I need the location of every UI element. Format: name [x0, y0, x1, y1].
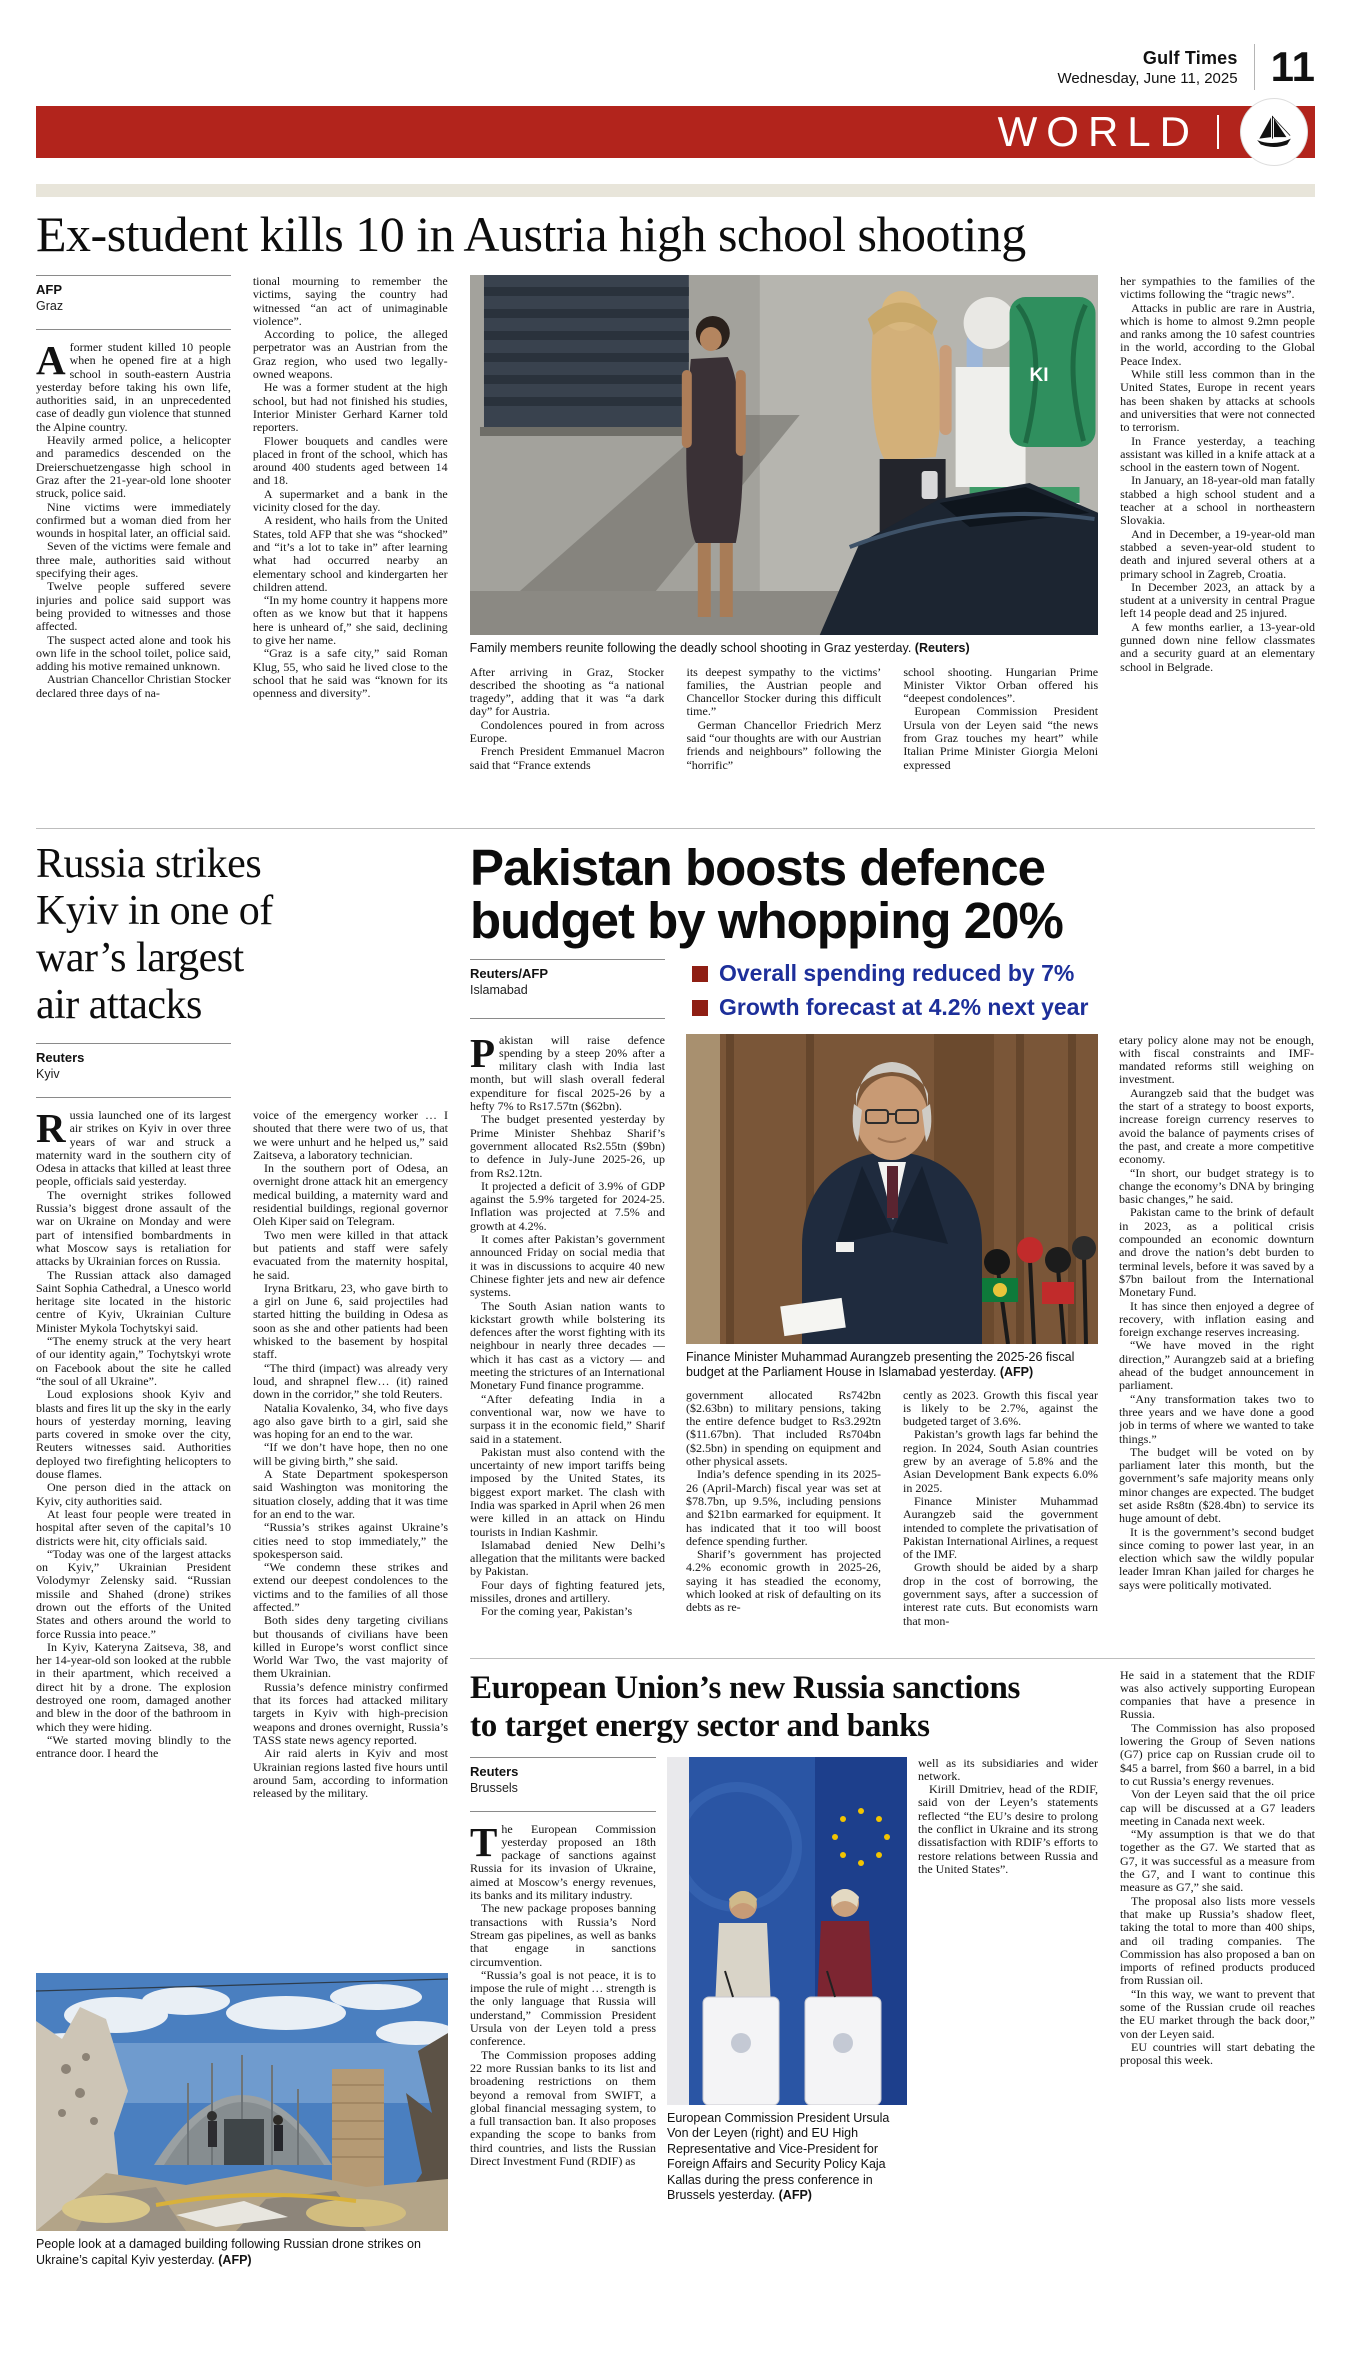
- masthead-text: [1057, 48, 1237, 87]
- paragraph: Von der Leyen said that the oil price cap will be discussed at a G7 leaders meeting in Canada next week.: [1120, 1787, 1315, 1828]
- paragraph: “If we don’t have hope, then no one will be giving birth,” she said.: [253, 1440, 448, 1468]
- paragraph: Pakistan came to the brink of default in 2023, as a political crisis compounded an economic downturn and drove the nation’s debt burden to terminal levels, before it was saved by a $7bn bailout from the International Monetary Fund.: [1119, 1205, 1314, 1300]
- paragraph: Aurangzeb said that the budget was the start of a strategy to boost exports, increase foreign currency reserves to avoid the balance of payments crises of the past, and create a more competitive economy.: [1119, 1085, 1314, 1167]
- lower-band: [36, 841, 1315, 2317]
- pakistan-col5-text: [903, 1389, 1098, 1641]
- paragraph: A resident, who hails from the United States, told AFP that she was “shocked” and “it’s a lot to take in” after learning what had occurred nearby an elementary school and kindergarten her children attend.: [252, 513, 448, 594]
- paragraph: “Russia’s strikes against Ukraine’s cities need to stop immediately,” the spokesperson said.: [253, 1520, 448, 1561]
- paragraph: The South Asian nation wants to kickstart growth while bolstering its defences after the worst fighting with its neighbour in nearly three decades — which it has cast as a victory — and meeting the strictures of an International Monetary Fund finance programme.: [470, 1298, 665, 1393]
- paragraph: “After defeating India in a conventional war, now we have to surpass it in the economic field,” Sharif said in a statement.: [470, 1391, 665, 1446]
- pakistan-article-body: [470, 1034, 1315, 1646]
- paragraph: “The enemy struck at the very heart of our identity again,” Tochytskyi wrote on Facebook about the site he called “the soul of all Ukraine”.: [36, 1334, 231, 1388]
- byline-location: Kyiv: [36, 1067, 60, 1081]
- paragraph: The Commission proposes adding 22 more Russian banks to its list and broadening restrictions on them beyond a removal from SWIFT, a global financial messaging system, to a full transaction ban. It also proposes expanding the scope to banks from third countries, and lists the Russian Direct Investment Fund (RDIF) as: [470, 2047, 656, 2169]
- paragraph: Attacks in public are rare in Austria, which is home to almost 9.2mn people and ranks among the 10 safest countries in the world, according to the Global Peace Index.: [1120, 300, 1315, 368]
- drop-cap: R: [36, 1109, 66, 1151]
- russia-headline: Russia strikes Kyiv in one of war’s largest air attacks: [36, 841, 273, 1028]
- article-russia-kyiv: [36, 841, 448, 2317]
- russia-col2-text: [253, 1109, 448, 1957]
- paragraph: Two men were killed in that attack but patients and staff were safely evacuated from the maternity hospital, he said.: [253, 1227, 448, 1282]
- eu-photo-caption: European Commission President Ursula Von der Leyen (right) and EU High Representative and Vice-President for Foreign Affairs and Security Policy Kaja Kallas during the press conference in Brussels yesterday. (AFP): [667, 2110, 890, 2203]
- paragraph: Natalia Kovalenko, 34, who five days ago also gave birth to a girl, said she was hoping for an end to the war.: [253, 1400, 448, 1442]
- russia-columns: [36, 1109, 448, 1957]
- paragraph: The budget presented yesterday by Prime Minister Shehbaz Sharif’s government allocated Rs2.55tn ($9bn) to defence in July-June 2025-26, up from Rs2.12tn.: [470, 1112, 665, 1180]
- paragraph: A former student killed 10 people when he opened fire at a high school in south-eastern Austria yesterday before taking his own life, authorities said, in an unprecedented case of deadly gun violence that stunned the Alpine country.: [36, 341, 231, 434]
- square-bullet-icon: [692, 1000, 708, 1016]
- paragraph: Air raid alerts in Kyiv and most Ukrainian regions lasted five hours until around 5am, according to information released by the military.: [253, 1746, 448, 1801]
- russia-col1-text: [36, 1109, 231, 1957]
- paragraph: In the southern port of Odesa, an overnight drone attack hit an emergency medical building, a maternity ward and residential buildings, regional governor Oleh Kiper said on Telegram.: [253, 1161, 448, 1229]
- paragraph: school shooting. Hungarian Prime Minister Viktor Orban offered his “deepest condolences”.: [903, 665, 1099, 706]
- paragraph: “Graz is a safe city,” said Roman Klug, 55, who said he lived close to the school that he said was “known for its openness and diversity”.: [252, 646, 448, 701]
- graz-shooting-photo: [470, 275, 1099, 635]
- paragraph: etary policy alone may not be enough, with fiscal constraints and IMF-mandated reforms still weighing on investment.: [1119, 1033, 1314, 1087]
- eu-byline: [470, 1757, 656, 1812]
- paragraph: After arriving in Graz, Stocker described the shooting as “a national tragedy”, adding that it was “a dark day” for Austria.: [469, 665, 665, 719]
- eu-photo-block: [667, 1757, 907, 2265]
- paragraph: A supermarket and a bank in the vicinity closed for the day.: [252, 486, 448, 515]
- article-eu-sanctions: [470, 1658, 1315, 2317]
- pakistan-photo-block: [686, 1034, 1098, 1646]
- pakistan-toprow: [470, 959, 1315, 1030]
- kyiv-rubble-photo: [36, 1973, 448, 2231]
- paragraph: “We condemn these strikes and extend our deepest condolences to the victims and to the families of all those affected.”: [253, 1560, 448, 1614]
- paragraph: Heavily armed police, a helicopter and paramedics descended on the Dreierschuetzengasse high school in Graz after the 21-year-old lone shooter struck, police said.: [36, 433, 231, 501]
- paragraph: The proposal also lists more vessels that make up Russia’s shadow fleet, taking the total to more than 400 ships, and oil trading companies. The Commission has also proposed a ban on imports of refined products produced from Russian oil.: [1120, 1893, 1315, 1988]
- photo-credit: (Reuters): [914, 641, 970, 655]
- paragraph: “We have moved in the right direction,” Aurangzeb said at a briefing ahead of the budget announcement in parliament.: [1119, 1338, 1314, 1393]
- byline-source: Reuters/AFP: [470, 966, 549, 981]
- paragraph: Iryna Britkaru, 23, who gave birth to a girl on June 6, said projectiles had started hitting the building in Odesa as soon as she and other patients had been whisked to the basement by hospital staff.: [253, 1280, 448, 1362]
- paragraph: At least four people were treated in hospital after seven of the capital’s 10 districts were hit, city officials said.: [36, 1506, 231, 1548]
- paragraph: Twelve people suffered severe injuries and police said support was being provided to witnesses and those affected.: [36, 579, 231, 634]
- paragraph: tional mourning to remember the victims, saying the country had witnessed “an act of unimaginable violence”.: [252, 275, 448, 328]
- paragraph: “Today was one of the largest attacks on Kyiv,” Ukrainian President Volodymyr Zelensky said. “Russian missile and Shahed (drone) strikes drown out the efforts of the United States and others around the world to force Russia into peace.”: [36, 1546, 231, 1641]
- brand-name: Gulf Times: [1142, 47, 1238, 68]
- paragraph: Russia launched one of its largest air strikes on Kyiv in over three years of war and struck a maternity ward in the southern city of Odesa in attacks that killed at least three people, officials said yesterday.: [36, 1109, 231, 1189]
- eu-col2-text: [918, 1757, 1098, 2265]
- section-title: WORLD: [997, 108, 1199, 155]
- square-bullet-icon: [692, 966, 708, 982]
- paragraph: The suspect acted alone and took his own life in the school toilet, police said, adding his motive remained unknown.: [36, 632, 231, 674]
- eu-col3-text: [1120, 1669, 1315, 2317]
- paragraph: In January, an 18-year-old man fatally stabbed a high school student and a teacher at a school in northeastern Slovakia.: [1120, 473, 1315, 528]
- paragraph: And in December, a 19-year-old man stabbed a seven-year-old student to death and injured several others at a primary school in Zagreb, Croatia.: [1120, 526, 1315, 581]
- paragraph: It comes after Pakistan’s government announced Friday on social media that it was in discussions to acquire 40 new Chinese fighter jets and new air defence systems.: [470, 1232, 665, 1300]
- paragraph: Nine victims were immediately confirmed but a woman died from her wounds in hospital later, an official said.: [36, 499, 231, 541]
- pakistan-headline: Pakistan boosts defence budget by whopping 20%: [470, 839, 1063, 949]
- paragraph: According to police, the alleged perpetrator was an Austrian from the Graz region, who used two legally-owned weapons.: [252, 327, 448, 382]
- eu-press-conference-photo: [667, 1757, 907, 2105]
- pakistan-subcolumns: [686, 1389, 1098, 1641]
- paragraph: well as its subsidiaries and wider network.: [918, 1756, 1098, 1783]
- paragraph: voice of the emergency worker … I shouted that there were two of us, that we were unhurt and he helped us,” said Zaitseva, a laboratory technician.: [253, 1109, 448, 1162]
- austria-photo-block: [470, 275, 1099, 813]
- paragraph: The Russian attack also damaged Saint Sophia Cathedral, a Unesco world heritage site located in the historic centre of Kyiv, Ukrainian Culture Minister Mykola Tochytskyi said.: [36, 1267, 231, 1335]
- masthead-divider: [1254, 44, 1255, 90]
- paragraph: cently as 2023. Growth this fiscal year is likely to be 2.7%, against the budgeted target of 3.6%.: [903, 1388, 1098, 1429]
- paragraph: “In short, our budget strategy is to change the economy’s DNA by bringing basic changes,” he said.: [1119, 1165, 1314, 1207]
- paragraph: EU countries will start debating the proposal this week.: [1120, 2039, 1315, 2068]
- kyiv-photo-caption: People look at a damaged building following Russian drone strikes on Ukraine’s capital Kyiv yesterday. (AFP): [36, 2237, 421, 2267]
- drop-cap: P: [470, 1033, 496, 1076]
- paragraph: its deepest sympathy to the victims’ families, the Austrian people and Chancellor Stocker during this difficult time.”: [686, 665, 882, 719]
- austria-photo-caption: Family members reunite following the deadly school shooting in Graz yesterday. (Reuters): [469, 641, 970, 655]
- paragraph: “In my home country it happens more often as we know but that it happens here is unheard of,” she said, declining to give her name.: [252, 593, 448, 648]
- paragraph: In Kyiv, Kateryna Zaitseva, 38, and her 14-year-old son looked at the rubble in their apartment, which received a direct hit by a drone. The explosion destroyed one room, damaged another and blew in the door of the bathroom in which they were hiding.: [36, 1639, 231, 1734]
- austria-col1-text: [36, 341, 231, 781]
- page-number: 11: [1270, 43, 1315, 90]
- paragraph: Flower bouquets and candles were placed in front of the school, which has around 400 students aged between 14 and 18.: [252, 433, 448, 488]
- paragraph: Seven of the victims were female and three male, authorities said without specifying their ages.: [36, 539, 231, 581]
- photo-credit: (AFP): [999, 1365, 1034, 1380]
- eu-col1-text: [470, 1823, 656, 2265]
- paragraph: Loud explosions shook Kyiv and blasts and fires lit up the sky in the early hours of yesterday morning, leaving parts covered in smoke over the city, Reuters witnesses said. Authorities deployed two firefighting helicopters to douse flames.: [36, 1387, 231, 1482]
- pakistan-bullets: [692, 959, 1088, 1030]
- paragraph: While still less common than in the United States, Europe in recent years has been shaken by attacks at schools and universities that were not connected to terrorism.: [1120, 367, 1315, 435]
- pakistan-col1-text: [470, 1034, 665, 1646]
- svg-text:KI: KI: [1029, 364, 1049, 387]
- byline-source: Reuters: [36, 1050, 85, 1065]
- eu-column-1: [470, 1757, 656, 2265]
- drop-cap: T: [470, 1822, 498, 1865]
- paragraph: The overnight strikes followed Russia’s biggest drone assault of the war on Ukraine on Monday and were part of intensified bombardments in what Moscow says is retaliation for attacks by Ukrainian forces on Russia.: [36, 1187, 231, 1269]
- paragraph: A few months earlier, a 13-year-old gunned down nine fellow classmates and a security guard at an elementary school in Belgrade.: [1120, 619, 1315, 674]
- paragraph: In December 2023, an attack by a student at a university in central Prague left 14 people dead and 25 injured.: [1120, 579, 1315, 621]
- paragraph: French President Emmanuel Macron said that “France extends: [469, 744, 665, 772]
- section-banner: [36, 106, 1315, 158]
- pakistan-col6-text: [1119, 1034, 1314, 1646]
- austria-column-1: [36, 275, 231, 813]
- paragraph: “Any transformation takes two to three years and we have done a good job in terms of where we wanted to take things.”: [1119, 1391, 1314, 1446]
- paragraph: German Chancellor Friedrich Merz said “our thoughts are with our Austrian friends and neighbours” following the “horrific”: [686, 717, 882, 772]
- austria-col4-text: [686, 666, 881, 814]
- eu-subcolumns: [470, 1757, 1098, 2265]
- horizontal-rule: [36, 828, 1315, 829]
- article-austria-shooting: [36, 207, 1315, 813]
- drop-cap: A: [36, 341, 66, 383]
- paragraph: “Russia’s goal is not peace, it is to impose the rule of might … strength is the only language that Russia will understand,” Commission President Ursula von der Leyen told a press conference.: [470, 1967, 656, 2049]
- paragraph: Austrian Chancellor Christian Stocker declared three days of na-: [36, 672, 231, 700]
- paragraph: government allocated Rs742bn ($2.63bn) to military pensions, taking the entire defence budget to Rs3.292tn ($11.67bn). That included Rs704bn ($2.5bn) in spending on equipment and other physical assets.: [686, 1388, 881, 1469]
- austria-col5-text: [903, 666, 1098, 814]
- paragraph: The European Commission yesterday proposed an 18th package of sanctions against Russia for its invasion of Ukraine, aimed at Moscow’s energy revenues, its banks and its military industry.: [470, 1822, 656, 1903]
- paragraph: Islamabad denied New Delhi’s allegation that the militants were backed by Pakistan.: [470, 1537, 665, 1579]
- russia-byline: [36, 1043, 231, 1098]
- paragraph: Russia’s defence ministry confirmed that its forces had attacked military targets in Kyiv with high-precision weapons and drones overnight, Russia’s TASS state news agency reported.: [253, 1679, 448, 1747]
- paragraph: Four days of fighting featured jets, missiles, drones and artillery.: [470, 1577, 665, 1606]
- paragraph: Sharif’s government has projected 4.2% economic growth in 2025-26, saying it has steadied the economy, which looked at risk of defaulting on its debts as re-: [686, 1547, 881, 1615]
- paragraph: He said in a statement that the RDIF was also actively supporting European companies that have a presence in Russia.: [1120, 1668, 1315, 1722]
- paragraph: A State Department spokesperson said Washington was monitoring the situation closely, adding that it was time for an end to the war.: [253, 1467, 448, 1521]
- bullet-item: Growth forecast at 4.2% next year: [692, 995, 1088, 1020]
- paragraph: The budget will be voted on by parliament later this month, but the government’s safe majority means only minor changes are expected. The budget set aside Rs8tn ($28.4bn) to service its huge amount of debt.: [1119, 1444, 1314, 1526]
- paragraph: The new package proposes banning transactions with Russia’s Nord Stream gas pipelines, as well as banks that engage in sanctions circumvention.: [470, 1901, 656, 1969]
- byline-location: Islamabad: [470, 983, 528, 997]
- paragraph: her sympathies to the families of the victims following the “tragic news”.: [1120, 275, 1315, 302]
- masthead: [36, 38, 1315, 96]
- eu-headline: European Union’s new Russia sanctions to target energy sector and banks: [470, 1669, 1021, 1744]
- eu-left: [470, 1669, 1098, 2317]
- right-articles: [470, 841, 1315, 2317]
- issue-date: Wednesday, June 11, 2025: [1057, 69, 1238, 87]
- paragraph: Condolences poured in from across Europe.: [469, 717, 665, 745]
- paragraph: European Commission President Ursula von der Leyen said “the news from Graz touches my heart” while Italian Prime Minister Giorgia Meloni expressed: [903, 704, 1099, 772]
- paragraph: It has since then enjoyed a degree of recovery, with inflation easing and foreign exchange reserves increasing.: [1119, 1298, 1314, 1340]
- bullet-item: Overall spending reduced by 7%: [692, 961, 1088, 986]
- austria-col6-text: [1120, 275, 1315, 813]
- austria-col2-text: [253, 275, 448, 813]
- paragraph: One person died in the attack on Kyiv, city authorities said.: [36, 1480, 231, 1508]
- byline-source: AFP: [36, 282, 62, 297]
- austria-headline: Ex-student kills 10 in Austria high school shooting: [36, 206, 1026, 262]
- paragraph: Finance Minister Muhammad Aurangzeb said the government intended to complete the privatisation of Pakistan International Airlines, a request of the IMF.: [903, 1493, 1098, 1562]
- paragraph: For the coming year, Pakistan’s: [481, 1604, 633, 1619]
- pakistan-photo-caption: Finance Minister Muhammad Aurangzeb presenting the 2025-26 fiscal budget at the Parliament House in Islamabad yesterday. (AFP): [686, 1349, 1075, 1380]
- dhow-logo-icon: [1241, 99, 1307, 165]
- paragraph: “In this way, we want to prevent that some of the Russian crude oil reaches the EU market through the back door,” von der Leyen said.: [1120, 1986, 1315, 2041]
- byline-location: Graz: [36, 299, 64, 313]
- paragraph: Pakistan’s growth lags far behind the region. In 2024, South Asian countries grew by an average of 5.8% and the Asian Development Bank expects 6.0% in 2025.: [903, 1427, 1098, 1495]
- section-divider-strip: [36, 184, 1315, 197]
- paragraph: It is the government’s second budget since coming to power last year, in an election which saw the wildly popular leader Imran Khan jailed for charges he says were politically motivated.: [1119, 1524, 1314, 1592]
- paragraph: Both sides deny targeting civilians but thousands of civilians have been killed in Europe’s worst conflict since World War Two, the vast majority of them Ukrainian.: [253, 1613, 448, 1681]
- paragraph: Growth should be aided by a sharp drop in the cost of borrowing, the government says, after a succession of interest rate cuts. But economists warn that mon-: [903, 1560, 1098, 1628]
- paragraph: The Commission has also proposed lowering the Group of Seven nations (G7) price cap on Russian crude oil to $45 a barrel, from $60 a barrel, in a bid to cut Russia’s energy revenues.: [1120, 1720, 1315, 1788]
- byline-source: Reuters: [470, 1763, 519, 1779]
- paragraph: “My assumption is that we do that together as the G7. We started that as G7, it was successful as a measure from the G7, and I want to continue this measure as G7,” she said.: [1120, 1827, 1315, 1895]
- paragraph: India’s defence spending in its 2025-26 (April-March) fiscal year was set at $78.7bn, up 9.5%, including pensions and $21bn earmarked for equipment. It has indicated that it too will boost defence spending further.: [686, 1467, 881, 1548]
- banner-divider: [1217, 115, 1219, 149]
- paragraph: Kirill Dmitriev, head of the RDIF, said von der Leyen’s statements reflected “the EU’s desire to prolong the conflict in Ukraine and its strong dissatisfaction with RDIF’s efforts to restore relations between Russia and the United States”.: [918, 1782, 1098, 1876]
- aurangzeb-photo: [686, 1034, 1098, 1344]
- paragraph: It projected a deficit of 3.9% of GDP against the 5.9% targeted for 2024-25. Inflation was projected at 7.5% and growth at 4.2%.: [470, 1178, 665, 1233]
- pakistan-byline: [470, 959, 665, 1019]
- pakistan-col4-text: [686, 1389, 881, 1641]
- photo-credit: (AFP): [778, 2188, 812, 2203]
- photo-credit: (AFP): [218, 2252, 252, 2267]
- austria-byline: [36, 275, 231, 330]
- paragraph: “We started moving blindly to the entrance door. I heard the: [36, 1732, 231, 1761]
- byline-location: Brussels: [470, 1780, 518, 1795]
- austria-article-body: [36, 275, 1315, 813]
- austria-subcolumns: [470, 666, 1099, 814]
- paragraph: Pakistan must also contend with the uncertainty of new import tariffs being imposed by the United States, its biggest export market. The clash with India was sparked in April when 26 men were killed in an attack on Hindu tourists in Indian Kashmir.: [470, 1444, 665, 1539]
- austria-col3-text: [470, 666, 665, 814]
- paragraph: In France yesterday, a teaching assistant was killed in a knife attack at a school in the eastern town of Nogent.: [1120, 433, 1315, 475]
- paragraph: He was a former student at the high school, but had not finished his studies, Interior Minister Gerhard Karner told reporters.: [252, 380, 448, 435]
- paragraph: Pakistan will raise defence spending by a steep 20% after a military clash with India last month, but will slash overall federal expenditure for fiscal 2025-26 by a hefty 7% to Rs17.57tn ($62bn).: [470, 1033, 665, 1114]
- article-pakistan-budget: [470, 841, 1315, 1646]
- paragraph: “The third (impact) was already very loud, and shrapnel flew… (it) rained down in the corridor,” she told Reuters.: [253, 1360, 448, 1402]
